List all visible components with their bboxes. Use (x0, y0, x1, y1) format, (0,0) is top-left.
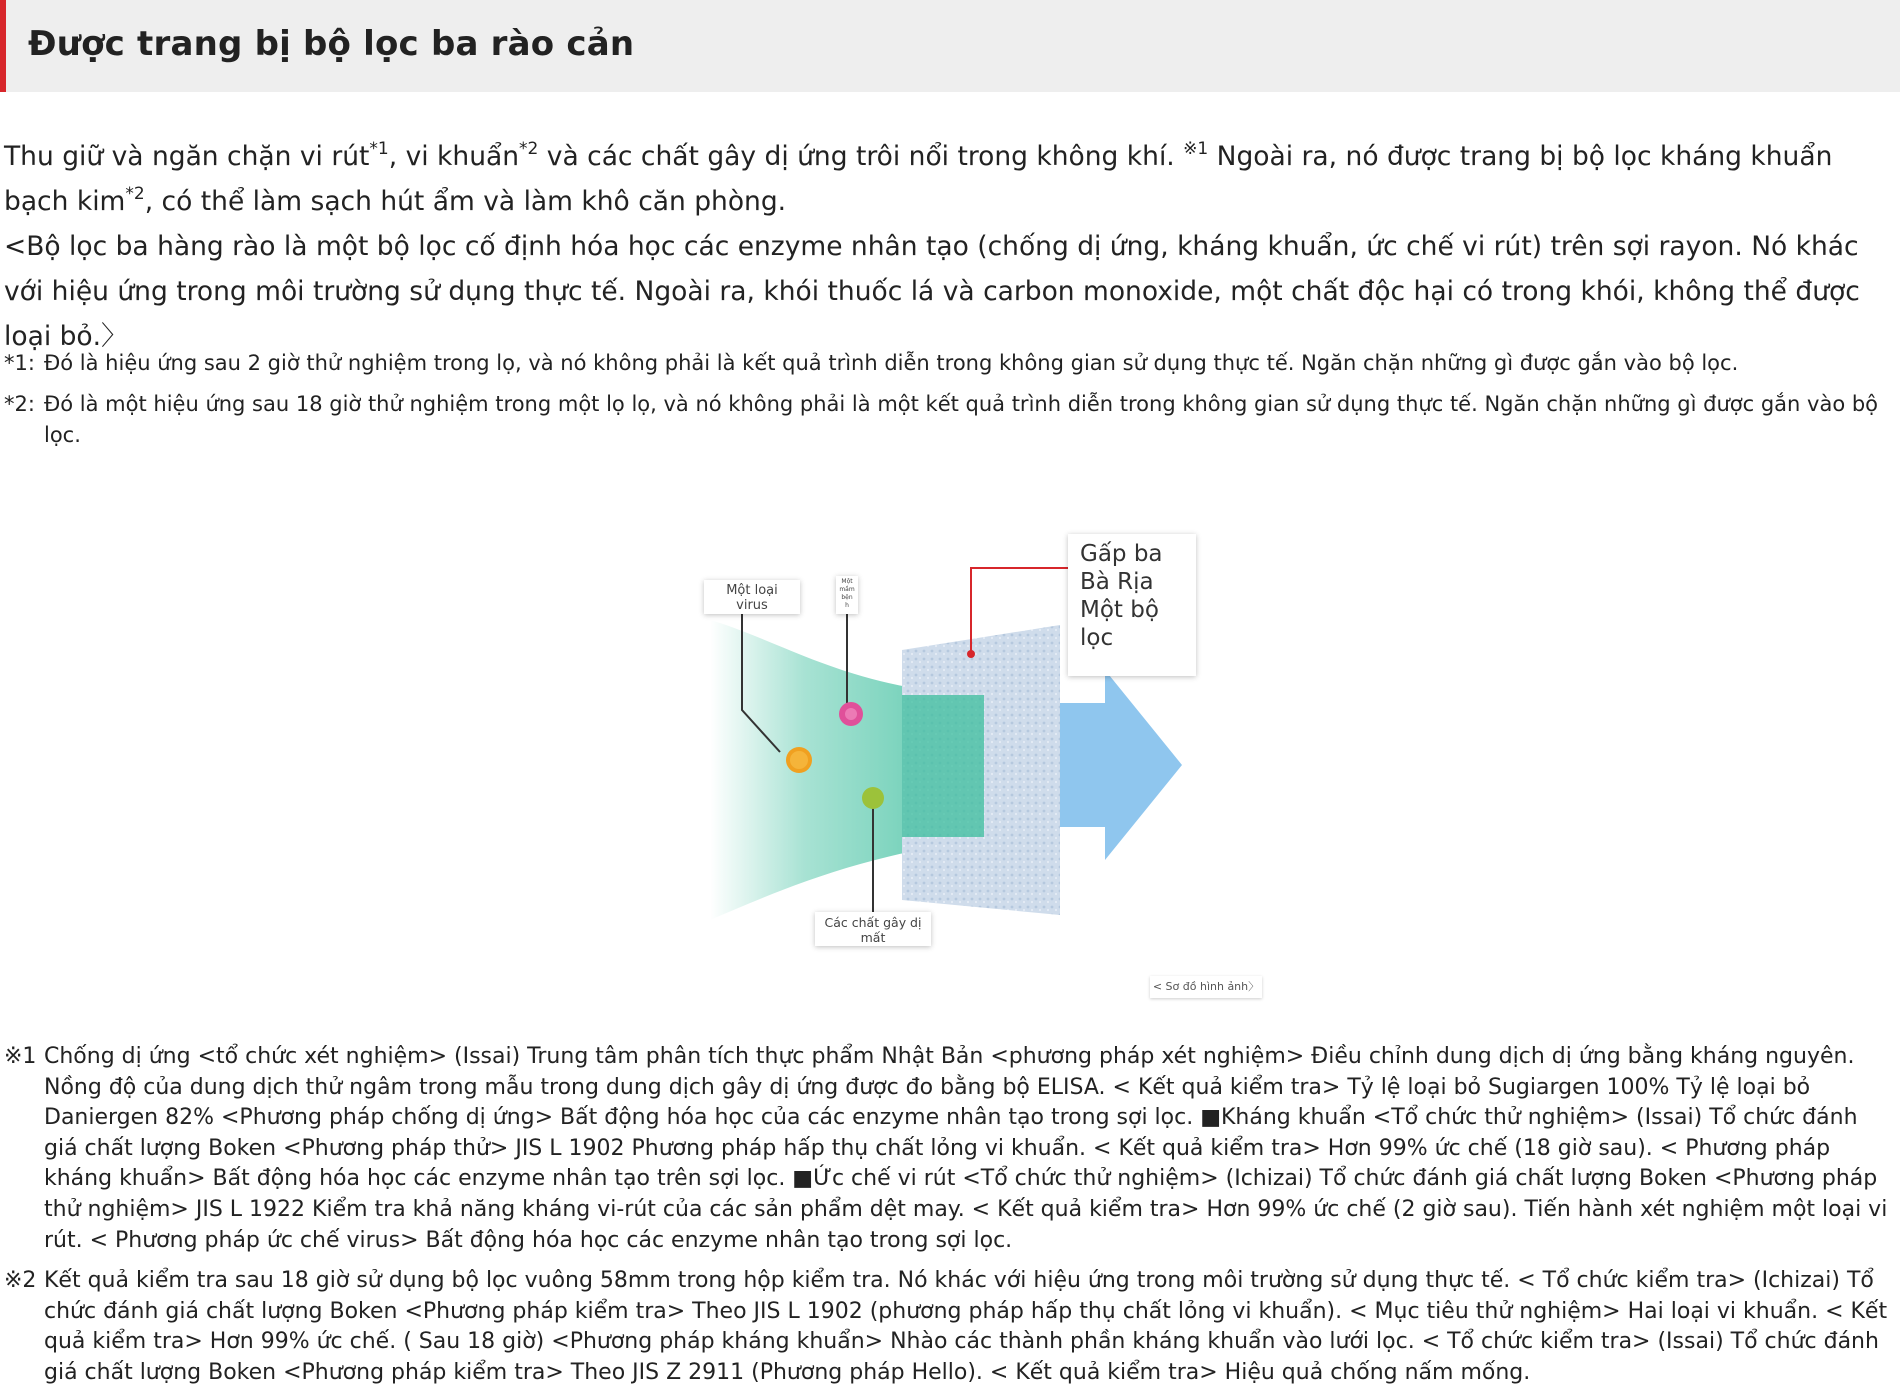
note-marker: *1: (4, 351, 35, 375)
footnote-item (4, 1266, 1894, 1388)
bacteria-label-line: bện (841, 594, 853, 601)
filter-diagram (690, 520, 1270, 1000)
footnote-item (4, 1042, 1894, 1256)
filter-label-line: Một bộ (1080, 597, 1159, 623)
bacteria-particle-icon (839, 702, 863, 726)
allergen-label (815, 912, 931, 946)
footnote-text: Chống dị ứng <tổ chức xét nghiệm> (Issai) Trung tâm phân tích thực phẩm Nhật Bản <phương pháp xét nghiệm> Điều chỉnh dung dịch dị ứng bằng kháng nguyên. Nồng độ của dung dịch thử ngâm trong mẫu trong dung dịch gây dị ứng được đo bằng bộ ELISA. < Kết quả kiểm tra> Tỷ lệ loại bỏ Sugiargen 100% Tỷ lệ loại bỏ Daniergen 82% <Phương pháp chống dị ứng> Bất động hóa học của các enzyme nhân tạo trong sợi lọc. ■Kháng khuẩn <Tổ chức thử nghiệm> (Issai) Tổ chức đánh giá chất lượng Boken <Phương pháp thử> JIS L 1902 Phương pháp hấp thụ chất lỏng vi khuẩn. < Kết quả kiểm tra> Hơn 99% ức chế (18 giờ sau). < Phương pháp kháng khuẩn> Bất động hóa học các enzyme nhân tạo trên sợi lọc. ■Ức chế vi rút <Tổ chức thử nghiệm> (Ichizai) Tổ chức đánh giá chất lượng Boken <Phương pháp thử nghiệm> JIS L 1922 Kiểm tra khả năng kháng vi-rút của các sản phẩm dệt may. < Kết quả kiểm tra> Hơn 99% ức chế (2 giờ sau). Tiến hành xét nghiệm một loại vi rút. < Phương pháp ức chế virus> Bất động hóa học các enzyme nhân tạo trong sợi lọc. (44, 1044, 1888, 1253)
bacteria-label (836, 576, 858, 614)
intro-text-c: và các chất gây dị ứng trôi nổi trong không khí. (538, 141, 1184, 172)
airflow-arrow-icon (1060, 670, 1182, 860)
intro-text-b: , vi khuẩn (388, 141, 520, 172)
note-item (4, 348, 1884, 379)
diagram-caption: < Sơ đồ hình ảnh〉 (1150, 976, 1262, 998)
filter-label-line: Bà Rịa (1080, 569, 1154, 595)
bacteria-label-line: Một (841, 578, 853, 585)
virus-label (704, 580, 800, 614)
filter-label (1068, 534, 1196, 676)
virus-particle-icon (786, 747, 812, 773)
section-header (0, 0, 1900, 92)
bacteria-label-line: mầm (839, 586, 855, 593)
note-text: Đó là một hiệu ứng sau 18 giờ thử nghiệm trong một lọ lọ, và nó không phải là một kết quả trình diễn trong không gian sử dụng thực tế. Ngăn chặn những gì được gắn vào bộ lọc. (44, 392, 1879, 447)
section-title: Được trang bị bộ lọc ba rào cản (28, 24, 635, 64)
footnote-ref-1: *1 (369, 139, 389, 159)
bacteria-label-line: h (845, 602, 849, 609)
footnote-ref-4: *2 (125, 184, 145, 204)
intro-text (4, 134, 1894, 359)
notes-list (4, 348, 1884, 461)
intro-text-e: , có thể làm sạch hút ẩm và làm khô căn phòng. (144, 186, 787, 217)
footnote-marker: ※2 (4, 1268, 37, 1294)
allergen-particle-icon (862, 787, 884, 809)
virus-label-line: virus (736, 598, 768, 613)
filter-pointer-dot (967, 650, 975, 658)
filter-label-line: lọc (1080, 625, 1114, 651)
intro-paragraph-2: <Bộ lọc ba hàng rào là một bộ lọc cố định hóa học các enzyme nhân tạo (chống dị ứng, kháng khuẩn, ức chế vi rút) trên sợi rayon. Nó khác với hiệu ứng trong môi trường sử dụng thực tế. Ngoài ra, khói thuốc lá và carbon monoxide, một chất độc hại có trong khói, không thể được loại bỏ.〉 (4, 231, 1860, 352)
intro-paragraph-1 (4, 134, 1894, 224)
virus-label-line: Một loại (726, 583, 778, 598)
intro-text-a: Thu giữ và ngăn chặn vi rút (4, 141, 370, 172)
allergen-label-line: mất (860, 930, 886, 945)
allergen-label-line: Các chất gây dị (824, 915, 922, 930)
footnotes-list (4, 1042, 1894, 1399)
captured-area (902, 695, 984, 837)
filter-label-line: Gấp ba (1080, 541, 1163, 567)
intro-text-d: Ngoài ra, nó được trang bị bộ lọc kháng khuẩn bạch kim (4, 141, 1833, 217)
note-marker: *2: (4, 392, 35, 416)
footnote-text: Kết quả kiểm tra sau 18 giờ sử dụng bộ lọc vuông 58mm trong hộp kiểm tra. Nó khác với hiệu ứng trong môi trường sử dụng thực tế. < Tổ chức kiểm tra> (Ichizai) Tổ chức đánh giá chất lượng Boken <Phương pháp kiểm tra> Theo JIS L 1902 (phương pháp hấp thụ chất lỏng vi khuẩn). < Mục tiêu thử nghiệm> Hai loại vi khuẩn. < Kết quả kiểm tra> Hơn 99% ức chế. ( Sau 18 giờ) <Phương pháp kháng khuẩn> Nhào các thành phần kháng khuẩn vào lưới lọc. < Tổ chức kiểm tra> (Issai) Tổ chức đánh giá chất lượng Boken <Phương pháp kiểm tra> Theo JIS Z 2911 (Phương pháp Hello). < Kết quả kiểm tra> Hiệu quả chống nấm mống. (44, 1268, 1888, 1385)
footnote-ref-3: ※1 (1183, 139, 1209, 159)
footnote-ref-2: *2 (519, 139, 539, 159)
note-item (4, 389, 1884, 451)
footnote-marker: ※1 (4, 1044, 37, 1069)
note-text: Đó là hiệu ứng sau 2 giờ thử nghiệm trong lọ, và nó không phải là kết quả trình diễn trong không gian sử dụng thực tế. Ngăn chặn những gì được gắn vào bộ lọc. (44, 351, 1739, 375)
